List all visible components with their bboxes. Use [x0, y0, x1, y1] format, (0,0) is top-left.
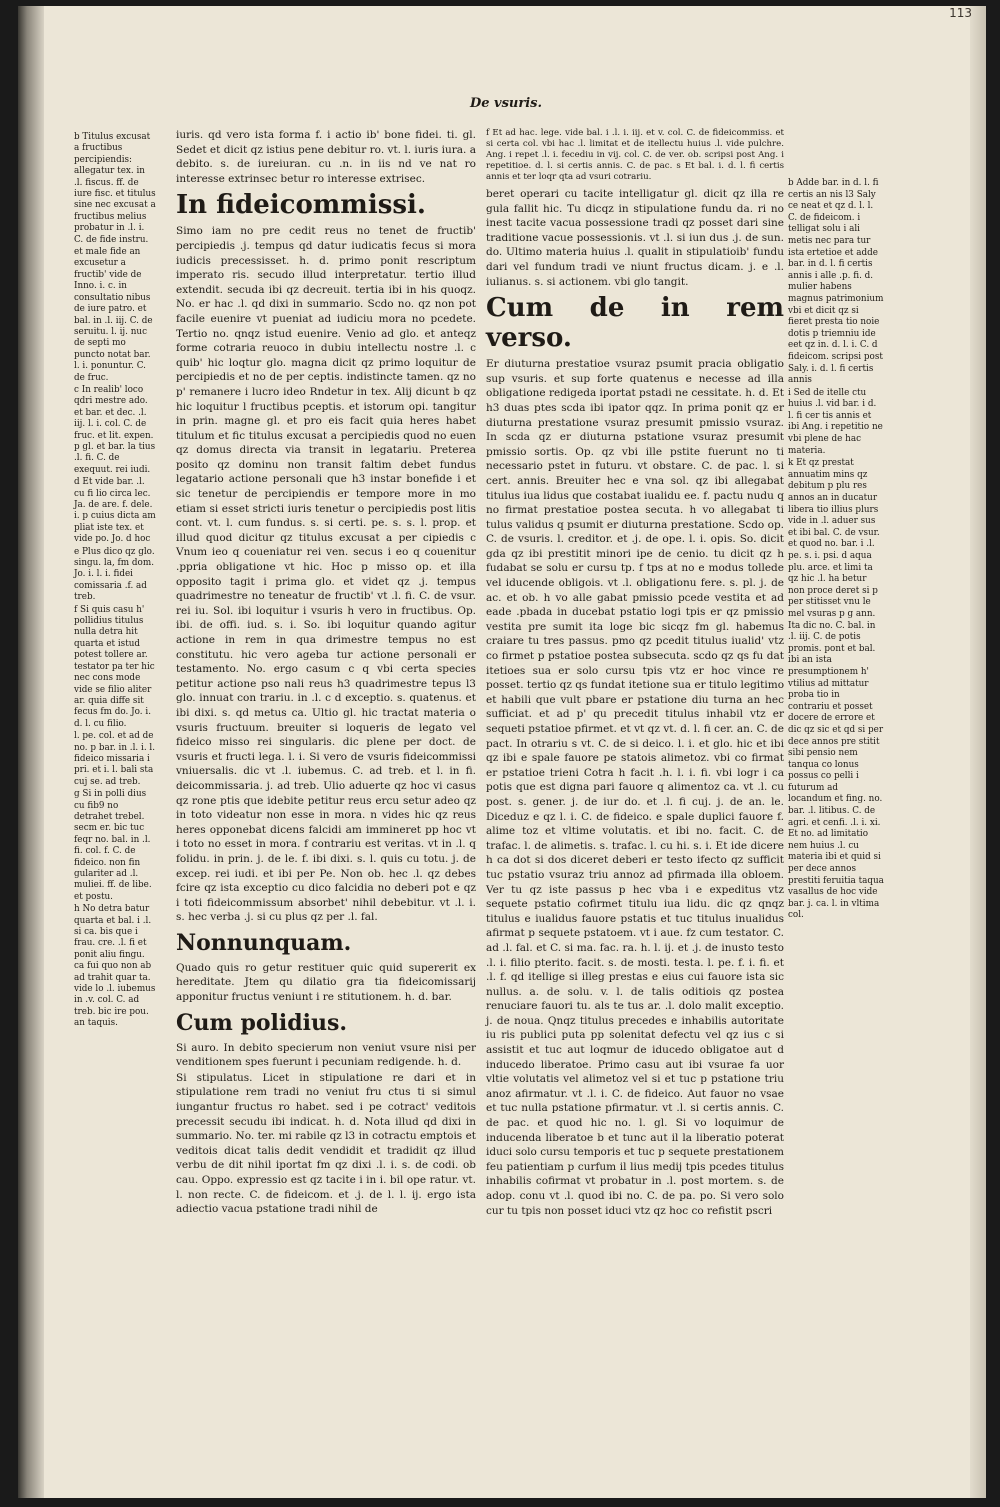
gloss-note: c In realib' loco qdri mestre ado. et bar. et dec. .l. iij. l. i. col. C. de fruc. et lit. expen. p gl. et bar. la tius .l. fi. C. de exequut. rei iudi.: [74, 384, 156, 475]
gloss-note: l. pe. col. et ad de no. p bar. in .l. i. l. fideico missaria i pri. et i. l. bali sta cuj se. ad treb.: [74, 731, 156, 787]
gloss-note: et male fide an excusetur a fructib' vide de Inno. i. c. in consultatio nibus de iure patro. et bal. in .l. iij. C. de seruitu. l. ij. nuc de septi mo puncto notat bar. l. i. ponuntur. C. de fruc.: [74, 247, 153, 383]
running-head: De vsuris.: [469, 96, 543, 111]
gloss-note: b Titulus excusat a fructibus percipiendis: allegatur tex. in .l. fiscus. ff. de iure fisc. et titulus sine nec excusat a fructibus melius probatur in .l. i. C. de fide instru.: [74, 132, 156, 245]
intro-paragraph: iuris. qd vero ista forma f. i actio ib' bone fidei. ti. gl. Sedet et dicit qz istius pene debitur ro. vt. l. iuris iura. a debito. s. de iureiuran. cu .n. in iis nd ve nat ro interesse extrinsec betur ro interesse extrisec.: [176, 129, 476, 185]
main-text-left-column: [176, 128, 476, 1218]
rubric-in-fideicommissi: In fideicommissi.: [176, 190, 426, 221]
page-edge: [970, 6, 986, 1498]
commentary-paragraph: Er diuturna prestatioe vsuraz psumit pracia obligatio sup vsuris. et sup forte quatenus e necesse ad illa obligatione redigeda iportat pstadi ne cessitate. h. d. Et h3 duas ptes scda ibi ipator qqz. In prima ponit qz er diuturna prestatione vsuraz presumit pmissio vsuraz. In scda qz er diuturna pstatione vsuraz presumit pmissio sortis. Op. qz vbi ille pstite fuerunt no ti necessario pstet in futuru. vt obstare. C. de pac. l. si cert. annis. Breuiter hec e vna sol. qz ibi allegabat titulus iua lidus que costabat iualidu ee. f. pactu nudu q no firmat prestatioe postea secuta. h vo allegabat ti tulus validus q psumit er diuturna prestatione. Scdo op. C. de vsuris. l. creditor. et .j. de ope. l. i. opis. So. dicit gda qz ibi prestitit minori ipe de cenio. tu dicit qz h fudabat se solu er cursu tp. f tps at no e modus tollede vel iducende obligois. vt .l. obligationu fere. s. pl. j. de ac. et ob. h vo alle gabat pmissio pcede vestita et ad eade .pbada in ducebat pstatio logi tpis er qz pmissio vestita pre sumit ita loge bic sicqz fm gl. habemus craiare tu tres passus. pmo qz pcedit titulus iualid' vtz co firmet p pstatioe postea subsecuta. scdo qz qs fu dat itetioes sua er solo cursu tpis vtz er hoc vince re posset. tertio qz qs fundat itetione sua er titulo legitimo et habili que vult pbare er pstatione diu turna an hec sufficiat. et ad p' qu precedit titulus inhabil vtz er sequeti pstatioe pfirmet. et vt qz vt. d. l. fi cer. an. C. de pact. In otrariu s vt. C. de si deico. l. i. et glo. hic et ibi qz ibi e spale fauore pe statois alimetoz. vbi co firmat er pstatioe trieni Cotra h facit .h. l. i. fi. vbi logr i ca potis que est digna pari fauore q alimentoz ca. vt .l. cu post. s. gener. j. de iur do. et .l. fi cuj. j. de an. le. Diceduz e qz l. i. C. de fideico. e spale duplici fauore f. alime toz et vltime volutatis. et ibi no. facit. C. de trafac. l. de alimetis. s. trafac. l. cu hi. s. i. Et ide dicere h ca dot si dos diceret deberi er testo ifecto qz sufficit tuc pstatio vsuraz triu annoz ad pfirmada illa obloem. Ver tu qz iste passus p hec vba i e expeditus vtz sequete pstatio cofirmet titulu iua lidu. dic qz qnqz titulus e iualidus fauore pstatis et tuc titulus inualidus afirmat p sequete pstatoem. vt i aue. fz cum testator. C. ad .l. fal. et C. si ma. fac. ra. h. l. ij. et .j. de inusto testo .l. i. filio pterito. facit. s. de mosti. testa. l. pe. f. i. fi. et .l. f. qd itellige si illeg prestas e eius cui fauore ista sic nullus. a. de solu. v. l. de talis oditiois qz postea renuciare fauori tu. als te tus ar. .l. dolo malit exceptio. j. de noua. Qnqz titulus precedes e inhabilis autoritate iu ris publici puta pp solenitat defectu vel qz ius c si assistit et tuc aut loqmur de iducedo obligatoe aut d inducedo liberatoe. Primo casu aut ibi vsurae fa uor vltie volutatis vel alimetoz vel si et tuc p pstatione triu anoz afirmatur. vt .l. i. C. de fideico. Aut fauor no vsae et tuc nulla pstatione pfirmatur. vt .l. si certis annis. C. de pac. et quod hic no. l. gl. Si vo loquimur de inducenda liberatoe b et tunc aut il la liberatio poterat iduci solo cursu temporis et tuc p sequete prestationem feu patientiam p curfum il lius medij tpis pcedes titulus inhabilis cofirmat vt probatur in .l. post mortem. s. de adop. conu vt .l. quod ibi no. C. de pa. po. Si vero solo cur tu tpis non posset iduci vtz qz hoc co refistit pscri: [486, 358, 785, 1217]
gloss-note: f Si quis casu h' pollidius titulus nulla detra hit quarta et istud potest tollere ar. testator pa ter hic nec cons mode vide se filio aliter ar. quia diffe sit fecus fm do. Jo. i. d. l. cu filio.: [74, 604, 155, 729]
gloss-note: b Adde bar. in d. l. fi certis an nis l3 Saly ce neat et qz d. l. l. C. de fideicom. i telligat solu i ali metis nec para tur ista ertetioe et adde bar. in d. l. fi certis annis i alle .p. fi. d. mulier habens magnus patrimonium vbi et dicit qz si fieret presta tio noie dotis p triemniu ide eet qz in. d. l. i. C. d fideicom. scripsi post Saly. i. d. l. fi certis annis: [788, 178, 884, 386]
gloss-note: e Plus dico qz glo. singu. la, fm dom. Jo. i. l. i. fidei comissaria .f. ad treb.: [74, 546, 155, 603]
gloss-note: i Sed de itelle ctu huius .l. vid bar. i d. l. fi cer tis annis et ibi Ang. i repetitio ne vbi plene de hac materia.: [788, 387, 883, 456]
commentary-paragraph: Quado quis ro getur restituer quic quid supererit ex hereditate. Jtem qu dilatio gra tia fideicomissarij apponitur fructus veniunt i re stitutionem. h. d. bar.: [176, 961, 476, 1004]
gloss-note: h No detra batur quarta et bal. i .l. si ca. bis que i frau. cre. .l. fi et ponit aliu fingu. ca fui quo non ab ad trahit quar ta. vide lo .l. iubemus in .v. col. C. ad treb. bic ire pou. an taquis.: [74, 904, 156, 1029]
rubric-nonnunquam: Nonnunquam.: [176, 929, 352, 956]
right-marginal-gloss: [788, 178, 884, 923]
gloss-note: k Et qz prestat annuatim mins qz debitum p plu res annos an in ducatur libera tio illius plurs vide in .l. aduer sus et ibi bal. C. de vsur. et quod no. bar. i .l. pe. s. i. psi. d aqua plu. arce. et limi ta qz hic .l. ha betur non proce deret si p per stitisset vnu le mel vsuras p g ann. Ita dic no. C. bal. in .l. iij. C. de potis promis. pont et bal. ibi an ista presumptionem h' vtilius ad mittatur proba tio in contrariu et posset docere de errore et dic qz sic et qd si per dece annos pre stitit sibi pensio nem tanqua co lonus possus co pelli i futurum ad locandum et fing. no. bar. .l. litibus. C. de agri. et cenfi. .l. i. xi. Et no. ad limitatio nem huius .l. cu materia ibi et quid si per dece annos prestiti feruitia taqua vasallus de hoc vide bar. j. ca. l. in vltima col.: [788, 458, 884, 921]
rubric-cum-polidius: Cum polidius.: [176, 1009, 347, 1036]
commentary-paragraph: Simo iam no pre cedit reus no tenet de fructib' percipiedis .j. tempus qd datur iudicatis fecus si mora iudicis precessisset. h. d. primo ponit rescriptum imperato ris. secudo illud interpretatur. tertio illud extendit. secuda ibi qz decreuit. tertia ibi in his quoqz. No. er hac .l. qd dixi in summario. Scdo no. qz non pot facile euenire vt pueniat ad iudiciu mora no pcedete. Tertio no. qnqz istud euenire. Venio ad glo. et anteqz forme cotraria reuoco in dubiu intellectu nostre .l. c quib' hic loqtur glo. magna dicit qz primo loquitur de percipiedis et no de per ceptis. indistincte tamen. qz no p' remanere i lucro ideo Rndetur in tex. Alij dicunt b qz hic loquitur l fructibus pceptis. et istorum opi. tangitur in prin. magne gl. et pro eis facit quia heres habet titulum et fic titulus excusat a percipiedis quod no euen qz domus directa via transit in legatariu. Preterea posito qz dominu non transit faltim debet fundus legatario actione personali que h3 instar bonefide i et sic tenetur de percipiendis er tempore more in mo etiam si esset stricti iuris tenetur o percipiedis post litis cont. vt. l. cum fundus. s. si certi. pe. s. s. l. prop. et illud quod dicitur qz titulus excusat a per cipiedis c Vnum ieo q coueniatur rei ven. secus i eo q couenitur .ppria obligatione vt hic. Hoc p misso op. et illa opposito tagit i prima glo. et videt qz .j. tempus quadrimestre no teneatur de fructib' vt .l. fi. C. de vsur. rei iu. Sol. ibi loquitur i vsuris h vero in fructibus. Op. ibi. de offi. iud. s. i. So. ibi loquitur quando agitur actione in rem in qua drimestre tempus no est constitutu. hic vero ageba tur actione personali er testamento. No. ergo casum c q vbi certa species petitur actione pso nali reus h3 quadrimestre tepus l3 glo. innuat con trariu. in .l. c d exceptio. s. quatenus. et ibi dixi. s. qd metus ca. Ultio gl. hic tractat materia o vsuris fructuum. breuiter si loqueris de legato vel fideico misso rei singularis. dic plene per doct. de vsuris et fructi lega. l. i. Si vero de vsuris fideicommissi vniuersalis. dic vt .l. iubemus. C. ad treb. et l. in fi. deicommissaria. j. ad treb. Ulio aduerte qz hoc vi casus qz rone ptis que idebite petitur reus ercu setur adeo qz in toto videatur non esse in mora. n vides hic qz reus heres opponebat dicens falcidi am immineret pp hoc vt i toto no esset in mora. f contrariu est veritas. vt in .l. q folidu. in prin. j. de le. f. ibi dixi. s. l. quis cu totu. j. de excep. rei iudi. et ibi per Pe. Non ob. hec .l. qz debes fcire qz ista exceptio cu dico falcidia no deberi pot e qz i toti fideicommissum absorbet' nihil debebitur. vt .l. i. s. hec verba .j. si cu plus qz per .l. fal.: [176, 225, 476, 924]
rubric-cum-de-in-rem-verso: Cum de in rem verso.: [486, 293, 784, 354]
gloss-note: g Si in polli dius cu fib9 no detrahet trebel. secm er. bic tuc feqr no. bal. in .l. fi. col. f. C. de fideico. non fin gulariter ad .l. muliei. ff. de libe. et postu.: [74, 789, 152, 902]
gloss-note: d Et vide bar. .l. cu fi lio circa lec. Ja. de are. f. dele. i. p cuius dicta am pliat iste tex. et vide po. Jo. d hoc: [74, 477, 156, 545]
top-note: f Et ad hac. lege. vide bal. i .l. i. iij. et v. col. C. de fideicommiss. et si certa col. vbi hac .l. limitat et de itellectu huius .l. vide pulchre. Ang. i repet .l. i. fecediu in vij. col. C. de ver. ob. scripsi post Ang. i repetitioe. d. l. si certis annis. C. de pac. s Et bal. i. d. l. fi certis annis et ter loqr qta ad vsuri cotrariu.: [486, 128, 784, 182]
page-number: 113: [949, 6, 972, 20]
commentary-paragraph: beret operari cu tacite intelligatur gl. dicit qz illa re gula fallit hic. Tu dicqz in stipulatione fundu da. ri no inest tacite vacua possessione tradi qz posset dari sine traditione vacue possessionis. vt .l. si iun dus .j. de sun. do. Ultimo materia huius .l. qualit in stipulatioib' fundu dari vel fundum tradi ve niunt fructus dicam. j. e .l. iulianus. s. si actionem. vbi glo tangit.: [486, 188, 784, 288]
main-text-right-column: [486, 128, 784, 1219]
commentary-paragraph: Si auro. In debito specierum non veniut vsure nisi per venditionem spes fuerunt i pecuniam redigende. h. d.: [176, 1041, 476, 1069]
book-gutter: [18, 6, 44, 1498]
left-marginal-gloss: [74, 132, 156, 1031]
commentary-paragraph: Si stipulatus. Licet in stipulatione re dari et in stipulatione rem tradi no veniut fru ctus ti si simul iungantur fructus ro habet. sed i pe cotract' veditois precessit secudu ibi indicat. h. d. Nota illud qd dixi in summario. No. ter. mi rabile qz l3 in cotractu emptois et veditois dicat talis dedit vendidit et tradidit qz illud verbu de dit nihil iportat fm qz dixi .l. i. s. de codi. ob cau. Oppo. expressio est qz tacite i in i. bil ope ratur. vt. l. non recte. C. de fideicom. et .j. de l. l. ij. ergo ista adiectio vacua pstatione tradi nihil de: [176, 1071, 476, 1216]
